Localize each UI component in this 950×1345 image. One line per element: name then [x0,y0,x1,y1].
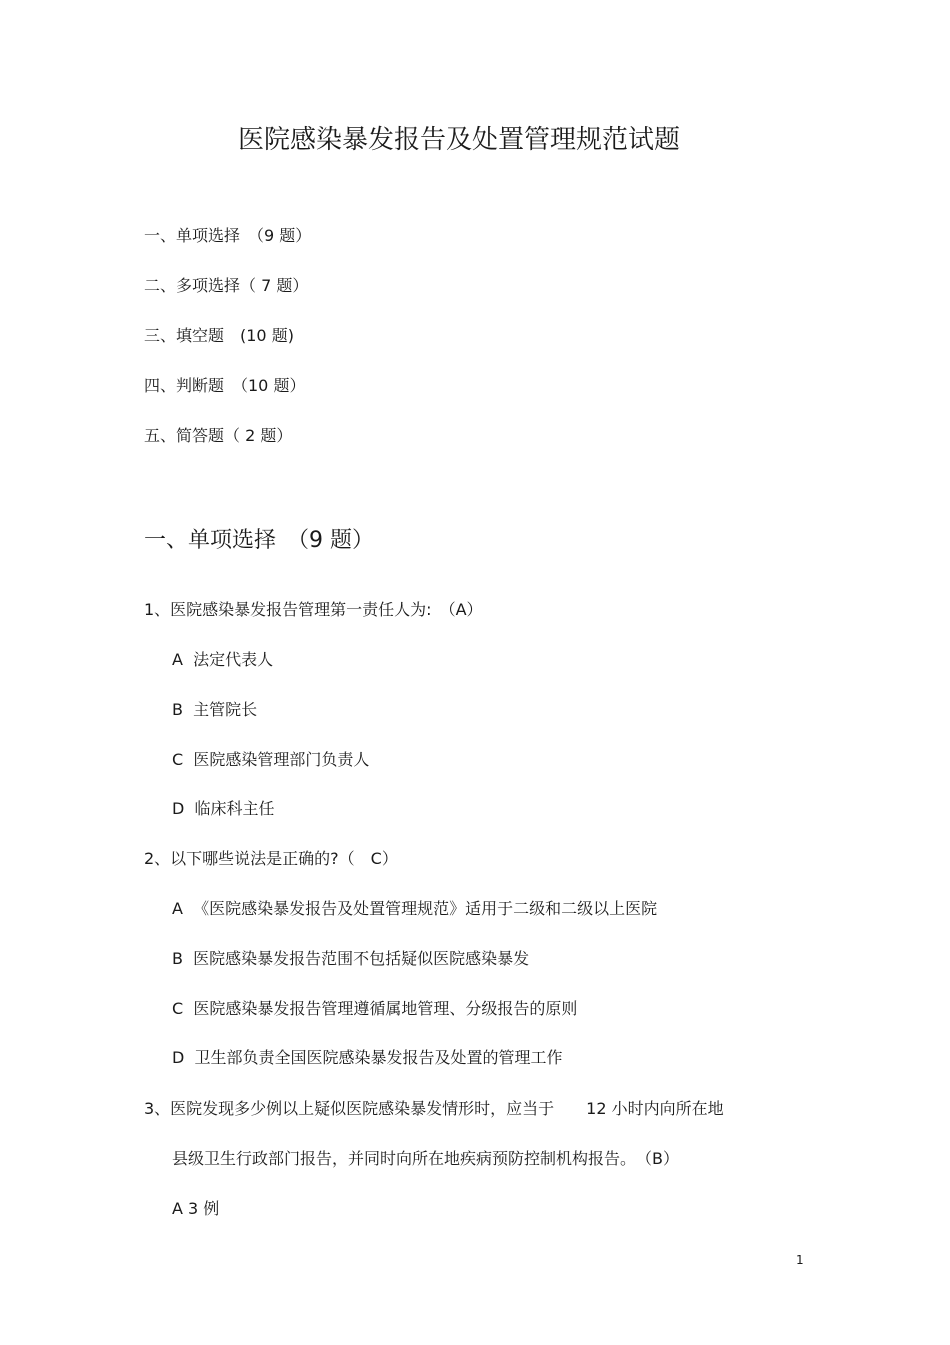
question-1-option-b: B 主管院长 [172,700,258,719]
question-2-option-d: D 卫生部负责全国医院感染暴发报告及处置的管理工作 [172,1048,563,1067]
question-1-stem: 1、医院感染暴发报告管理第一责任人为: （A） [144,600,483,619]
question-3-option-a: A 3 例 [172,1199,220,1218]
toc-item: 一、单项选择 （9 题） [144,226,312,245]
question-2-option-b: B 医院感染暴发报告范围不包括疑似医院感染暴发 [172,949,530,968]
toc-item: 二、多项选择（ 7 题） [144,276,309,295]
question-2-option-c: C 医院感染暴发报告管理遵循属地管理、分级报告的原则 [172,999,578,1018]
question-1-option-c: C 医院感染管理部门负责人 [172,750,370,769]
toc-item: 五、简答题（ 2 题） [144,426,293,445]
question-3-stem-line-1: 3、医院发现多少例以上疑似医院感染暴发情形时，应当于 12 小时内向所在地 [144,1099,724,1118]
question-3-stem-line-2: 县级卫生行政部门报告，并同时向所在地疾病预防控制机构报告。 （B） [172,1149,679,1168]
page-number: 1 [796,1253,804,1267]
section-heading: 一、单项选择 （9 题） [144,528,374,553]
toc-item: 四、判断题 （10 题） [144,376,306,395]
question-1-option-a: A 法定代表人 [172,650,274,669]
table-of-contents [144,222,311,472]
question-2-option-a: A 《医院感染暴发报告及处置管理规范》适用于二级和二级以上医院 [172,899,658,918]
toc-item: 三、填空题 (10 题) [144,326,294,345]
question-2-stem: 2、以下哪些说法是正确的?（ C） [144,849,398,868]
document-title: 医院感染暴发报告及处置管理规范试题 [237,125,680,155]
question-1-option-d: D 临床科主任 [172,799,275,818]
